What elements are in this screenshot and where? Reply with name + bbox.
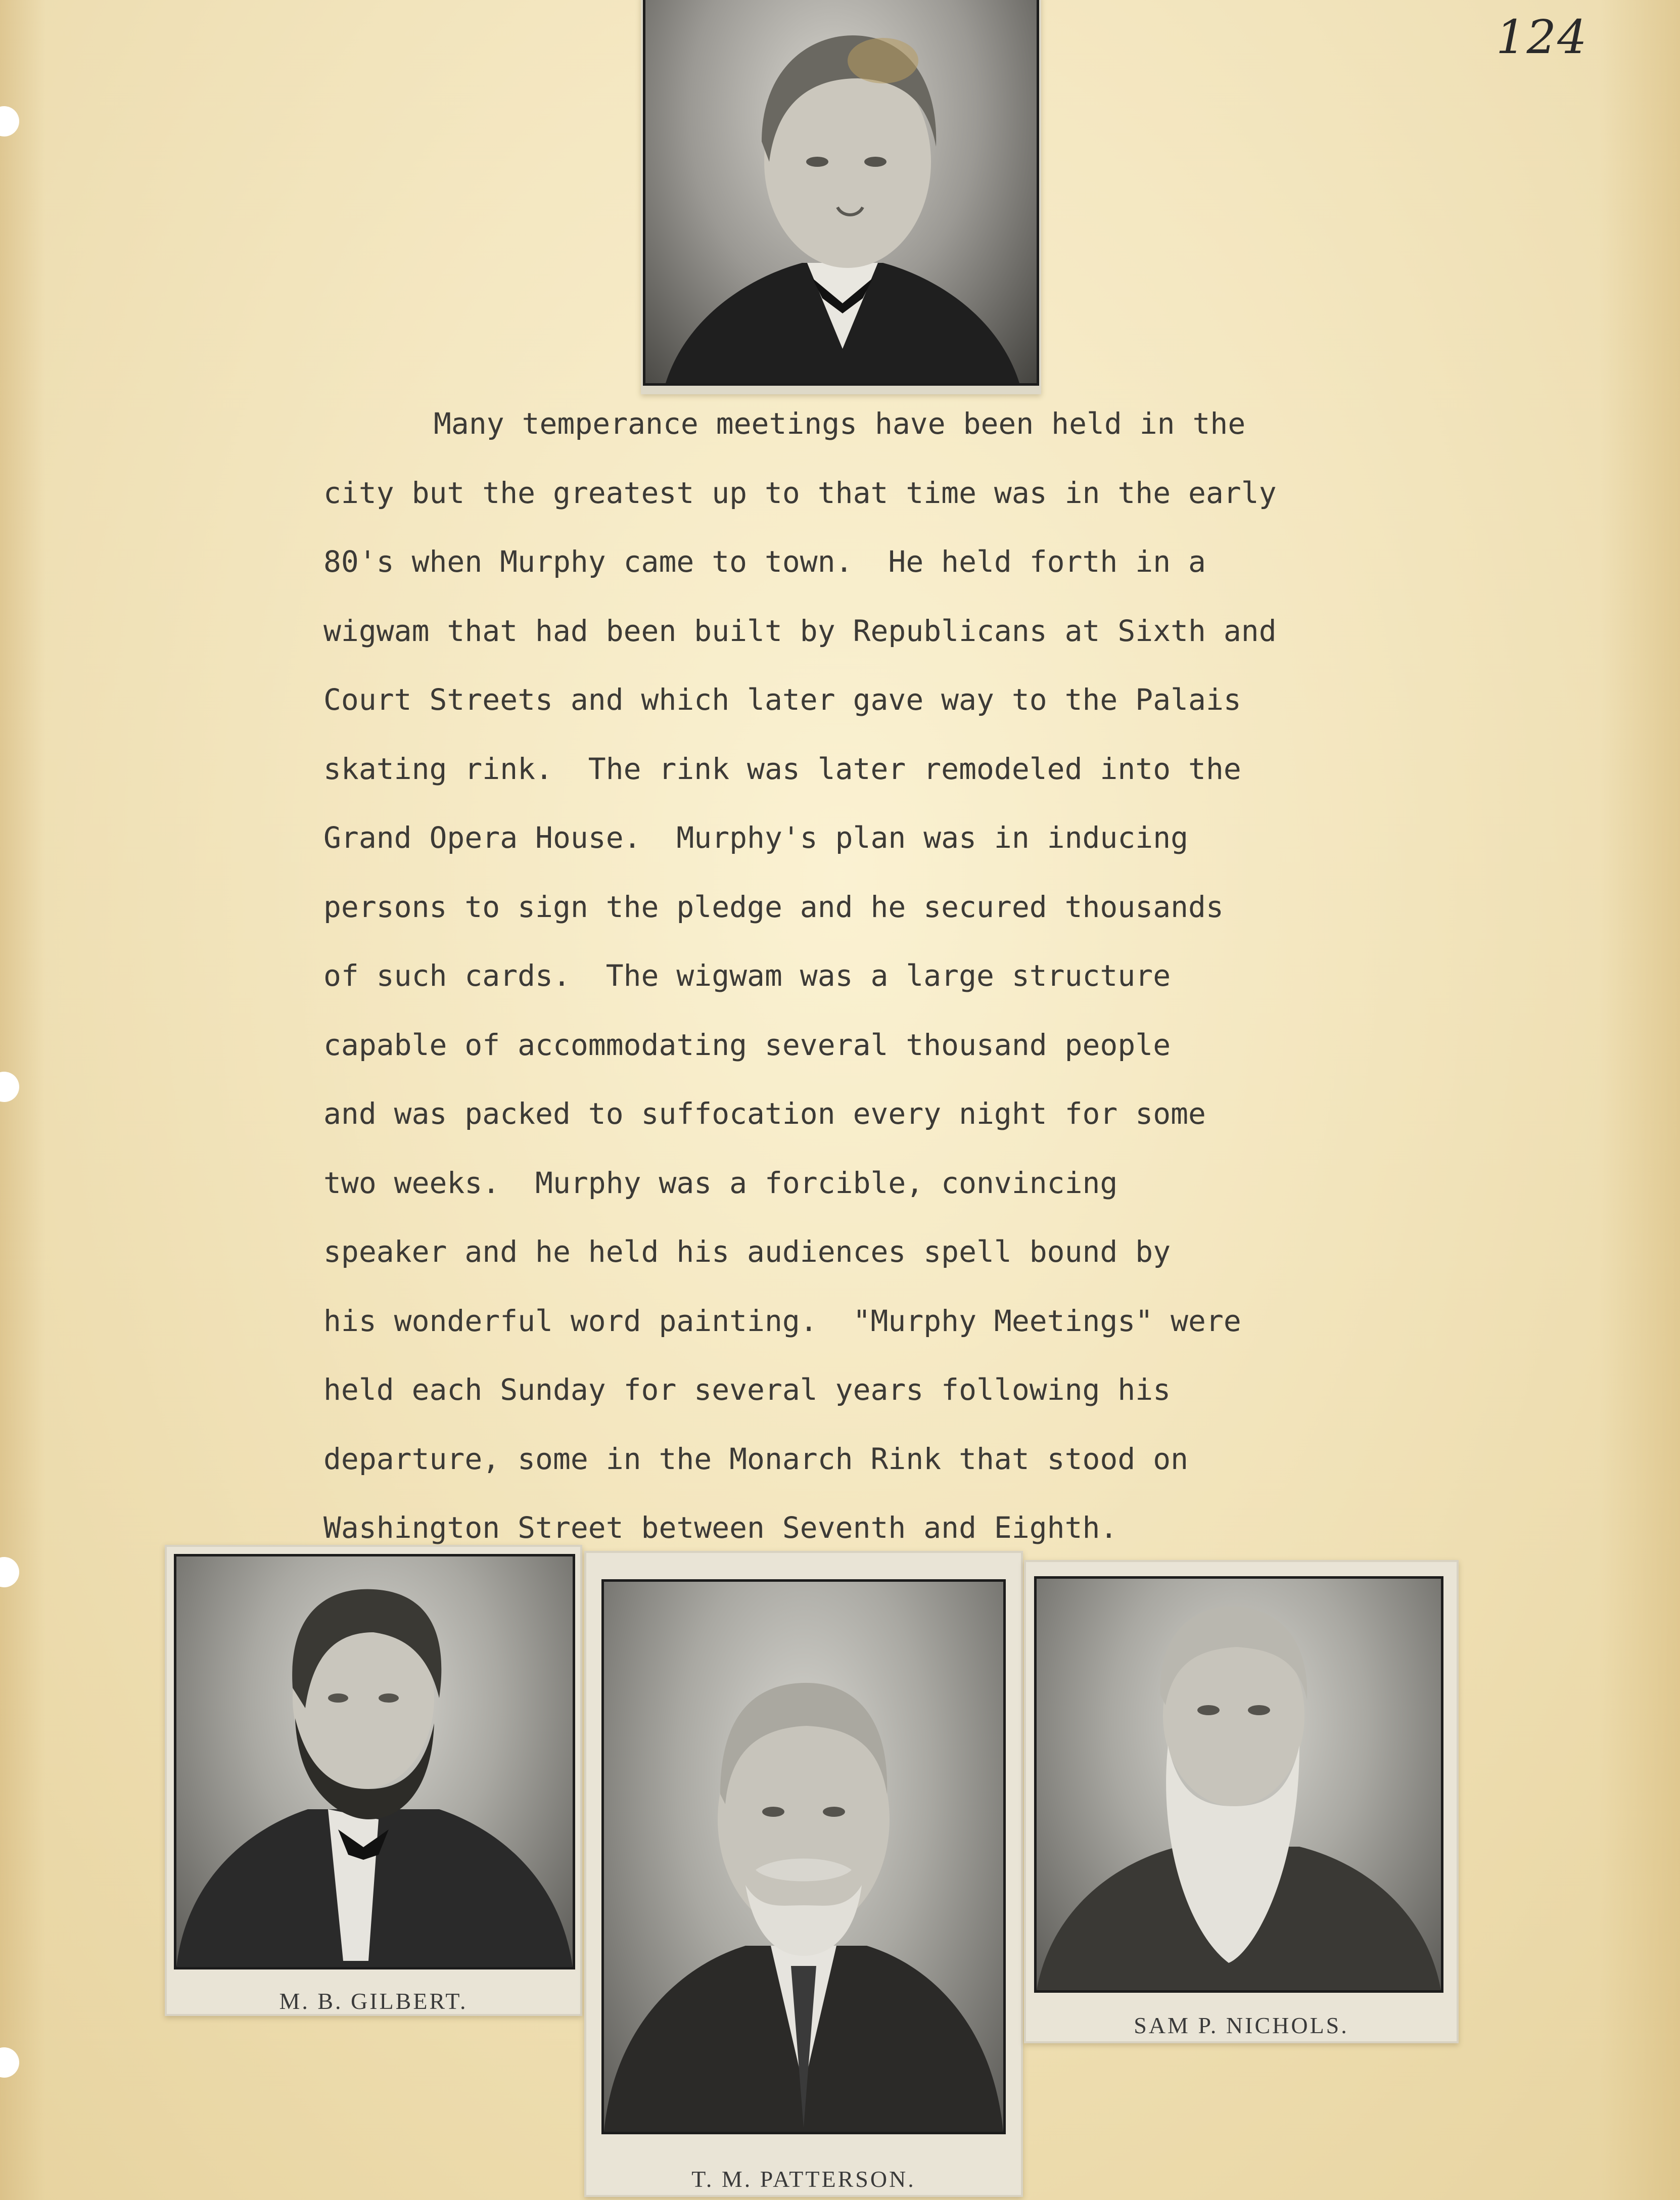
portrait-image: [601, 1579, 1006, 2134]
text-line: of such cards. The wigwam was a large structure: [323, 958, 1171, 993]
text-line: Court Streets and which later gave way to the Palais: [323, 682, 1241, 717]
text-line: persons to sign the pledge and he secured thousands: [323, 889, 1224, 924]
text-line: his wonderful word painting. "Murphy Meetings" were: [323, 1303, 1241, 1338]
portrait-clipping-murphy: [641, 0, 1041, 394]
portrait-image: [643, 0, 1039, 386]
text-line: and was packed to suffocation every night for some: [323, 1096, 1206, 1131]
portrait-figure-icon: [1037, 1579, 1441, 1990]
portrait-caption: T. M. PATTERSON.: [691, 2166, 916, 2192]
portrait-clipping-nichols: [1024, 1560, 1459, 2043]
text-line: held each Sunday for several years following his: [323, 1372, 1171, 1407]
text-line: two weeks. Murphy was a forcible, convincing: [323, 1165, 1118, 1200]
text-line: Grand Opera House. Murphy's plan was in inducing: [323, 820, 1189, 855]
portrait-image: [1034, 1576, 1443, 1993]
page-number: 124: [1496, 10, 1588, 64]
text-line: wigwam that had been built by Republicans at Sixth and: [323, 613, 1277, 648]
portrait-caption: M. B. GILBERT.: [279, 1988, 468, 2014]
text-line: speaker and he held his audiences spell bound by: [323, 1234, 1171, 1269]
text-line: capable of accommodating several thousand people: [323, 1027, 1171, 1062]
typescript-body: [323, 389, 1486, 1563]
text-line: Washington Street between Seventh and Eighth.: [323, 1510, 1118, 1545]
text-line: skating rink. The rink was later remodeled into the: [323, 751, 1241, 786]
text-line: 80's when Murphy came to town. He held forth in a: [323, 544, 1206, 579]
portrait-figure-icon: [176, 1556, 573, 1967]
portrait-figure-icon: [604, 1582, 1003, 2132]
paper-edge-shading: [1599, 0, 1680, 2200]
portrait-image: [174, 1554, 575, 1969]
text-line: departure, some in the Monarch Rink that stood on: [323, 1441, 1189, 1476]
portrait-clipping-patterson: [584, 1551, 1023, 2197]
portrait-clipping-gilbert: [165, 1545, 582, 2016]
text-line: city but the greatest up to that time was in the early: [323, 475, 1277, 510]
portrait-caption: SAM P. NICHOLS.: [1134, 2012, 1349, 2038]
portrait-figure-icon: [645, 0, 1037, 383]
text-line: Many temperance meetings have been held in the: [434, 406, 1246, 441]
